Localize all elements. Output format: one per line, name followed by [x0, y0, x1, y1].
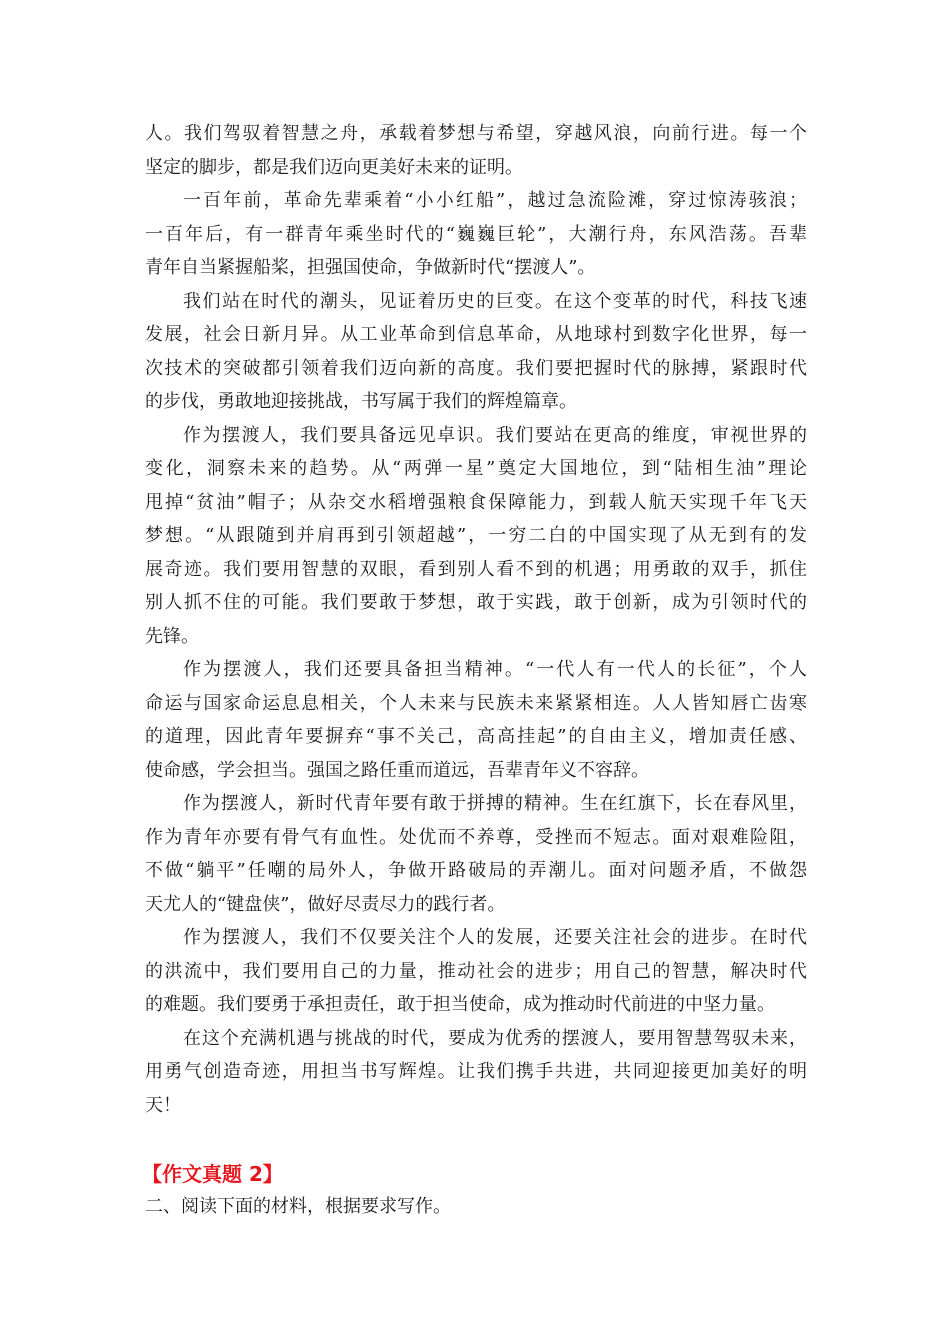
document-body	[142, 117, 807, 1224]
text-line: 使命感，学会担当。强国之路任重而道远，吾辈青年义不容辞。	[145, 759, 649, 781]
text-line: 的洪流中，我们要用自己的力量，推动社会的进步；用自己的智慧，解决时代	[145, 960, 807, 982]
text-line: 的道理，因此青年要摒弃“事不关己，高高挂起”的自由主义，增加责任感、	[145, 726, 807, 747]
text-line: 甩掉“贫油”帽子；从杂交水稻增强粮食保障能力，到载人航天实现千年飞天	[145, 491, 807, 513]
text-line: 变化，洞察未来的趋势。从“两弹一星”奠定大国地位，到“陆相生油”理论	[145, 458, 807, 479]
text-line: 作为摆渡人，新时代青年要有敢于拼搏的精神。生在红旗下，长在春风里，	[183, 793, 807, 814]
text-line: 的步伐，勇敢地迎接挑战，书写属于我们的辉煌篇章。	[145, 391, 577, 412]
text-line: 青年自当紧握船桨，担强国使命，争做新时代“摆渡人”。	[145, 257, 596, 278]
paragraph	[145, 285, 807, 419]
text-line: 先锋。	[145, 625, 199, 647]
text-line: 天！	[145, 1094, 181, 1116]
text-line: 我们站在时代的潮头，见证着历史的巨变。在这个变革的时代，科技飞速	[183, 290, 807, 312]
text-line: 别人抓不住的可能。我们要敢于梦想，敢于实践，敢于创新，成为引领时代的	[145, 592, 807, 613]
text-line: 次技术的突破都引领着我们迈向新的高度。我们要把握时代的脉搏，紧跟时代	[145, 357, 807, 379]
text-line: 一百年前，革命先辈乘着“小小红船”，越过急流险滩，穿过惊涛骇浪；	[183, 190, 807, 211]
text-line: 在这个充满机遇与挑战的时代，要成为优秀的摆渡人，要用智慧驾驭未来，	[183, 1027, 807, 1049]
text-line: 天尤人的“键盘侠”，做好尽责尽力的践行者。	[145, 893, 506, 915]
text-line: 坚定的脚步，都是我们迈向更美好未来的证明。	[145, 156, 523, 178]
text-line: 发展，社会日新月异。从工业革命到信息革命，从地球村到数字化世界，每一	[145, 324, 807, 345]
paragraph	[145, 419, 807, 654]
section-heading: 【作文真题 2】	[142, 1162, 283, 1186]
text-line: 作为摆渡人，我们还要具备担当精神。“一代人有一代人的长征”，个人	[183, 659, 807, 680]
paragraph	[145, 787, 807, 921]
section-intro: 二、阅读下面的材料，根据要求写作。	[145, 1196, 451, 1217]
text-line: 展奇迹。我们要用智慧的双眼，看到别人看不到的机遇；用勇敢的双手，抓住	[145, 558, 807, 580]
text-line: 作为青年亦要有骨气有血性。处优而不养尊，受挫而不短志。面对艰难险阻，	[145, 826, 807, 848]
text-line: 作为摆渡人，我们要具备远见卓识。我们要站在更高的维度，审视世界的	[183, 424, 807, 446]
text-line: 的难题。我们要勇于承担责任，敢于担当使命，成为推动时代前进的中坚力量。	[145, 994, 775, 1015]
paragraph	[145, 921, 807, 1022]
paragraph	[145, 117, 807, 184]
text-line: 命运与国家命运息息相关，个人未来与民族未来紧紧相连。人人皆知唇亡齿寒	[145, 692, 807, 714]
paragraph	[145, 184, 807, 285]
text-line: 不做“躺平”任嘲的局外人，争做开路破局的弄潮儿。面对问题矛盾，不做怨	[145, 860, 807, 881]
text-line: 作为摆渡人，我们不仅要关注个人的发展，还要关注社会的进步。在时代	[183, 927, 807, 948]
text-line: 用勇气创造奇迹，用担当书写辉煌。让我们携手共进，共同迎接更加美好的明	[145, 1061, 807, 1082]
paragraph	[145, 653, 807, 787]
text-line: 梦想。“从跟随到并肩再到引领超越”，一穷二白的中国实现了从无到有的发	[145, 525, 807, 546]
text-line: 人。我们驾驭着智慧之舟，承载着梦想与希望，穿越风浪，向前行进。每一个	[145, 123, 807, 144]
text-line: 一百年后，有一群青年乘坐时代的“巍巍巨轮”，大潮行舟，东风浩荡。吾辈	[145, 223, 807, 245]
paragraph	[145, 1022, 807, 1123]
essay-text	[145, 117, 807, 1122]
